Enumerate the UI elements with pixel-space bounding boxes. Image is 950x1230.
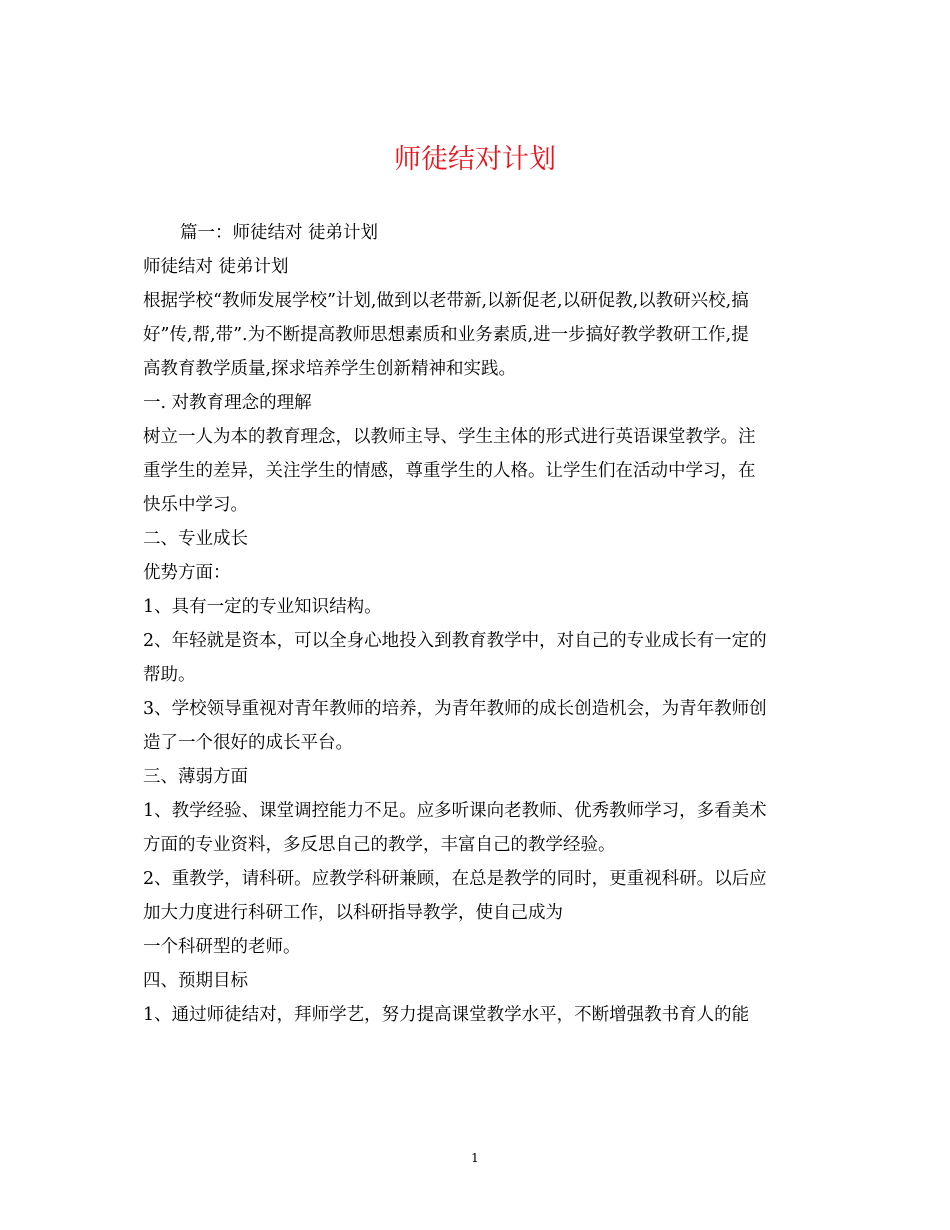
paragraph-line: 树立一人为本的教育理念，以教师主导、学生主体的形式进行英语课堂教学。注 bbox=[143, 427, 756, 447]
list-item-continuation: 加大力度进行科研工作，以科研指导教学，使自己成为 bbox=[143, 903, 563, 923]
list-item-continuation: 造了一个很好的成长平台。 bbox=[143, 733, 353, 753]
paragraph-line: 好”传,帮,带”.为不断提高教师思想素质和业务素质,进一步搞好教学教研工作,提 bbox=[143, 325, 749, 345]
list-item: 2、年轻就是资本，可以全身心地投入到教育教学中，对自己的专业成长有一定的 bbox=[143, 631, 767, 651]
document-body bbox=[143, 216, 813, 1032]
subtitle-line: 师徒结对 徒弟计划 bbox=[143, 257, 289, 277]
paragraph-line: 根据学校“教师发展学校”计划,做到以老带新,以新促老,以研促教,以教研兴校,搞 bbox=[143, 291, 749, 311]
subsection-heading: 优势方面： bbox=[143, 563, 231, 583]
list-item: 2、重教学，请科研。应教学科研兼顾，在总是教学的同时，更重视科研。以后应 bbox=[143, 869, 767, 889]
list-item: 1、教学经验、课堂调控能力不足。应多听课向老教师、优秀教师学习，多看美术 bbox=[143, 801, 767, 821]
paragraph-line: 快乐中学习。 bbox=[143, 495, 248, 515]
list-item-continuation: 方面的专业资料，多反思自己的教学，丰富自己的教学经验。 bbox=[143, 835, 616, 855]
list-item-continuation: 帮助。 bbox=[143, 665, 196, 685]
paragraph-line: 重学生的差异，关注学生的情感，尊重学生的人格。让学生们在活动中学习，在 bbox=[143, 461, 756, 481]
list-item: 3、学校领导重视对青年教师的培养，为青年教师的成长创造机会，为青年教师创 bbox=[143, 699, 767, 719]
list-item: 1、具有一定的专业知识结构。 bbox=[143, 597, 382, 617]
paragraph-line: 高教育教学质量,探求培养学生创新精神和实践。 bbox=[143, 359, 517, 379]
page-number: 1 bbox=[471, 1151, 479, 1165]
document-title: 师徒结对计划 bbox=[394, 144, 556, 175]
section-heading: 篇一：师徒结对 徒弟计划 bbox=[180, 223, 379, 243]
list-item-continuation: 一个科研型的老师。 bbox=[143, 937, 301, 957]
section-heading: 三、薄弱方面 bbox=[143, 767, 248, 787]
section-heading: 一. 对教育理念的理解 bbox=[143, 393, 312, 413]
section-heading: 二、专业成长 bbox=[143, 529, 248, 549]
list-item: 1、通过师徒结对，拜师学艺，努力提高课堂教学水平，不断增强教书育人的能 bbox=[143, 1005, 750, 1025]
section-heading: 四、预期目标 bbox=[143, 971, 248, 991]
